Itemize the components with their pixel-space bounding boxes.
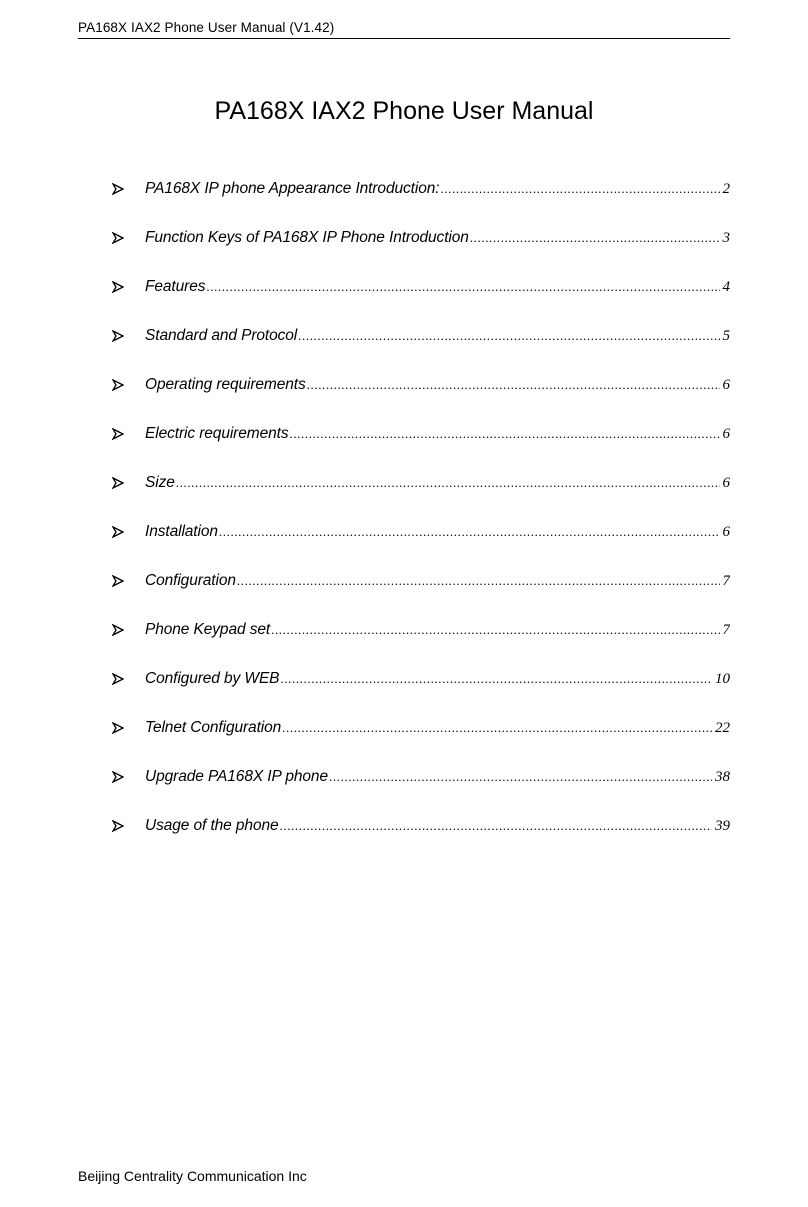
- toc-entry-title: Standard and Protocol: [145, 327, 298, 344]
- toc-entry-line: [145, 570, 730, 592]
- toc-entry-page-number: 6: [722, 426, 730, 442]
- toc-dot-leader: [206, 276, 719, 298]
- toc-entry-line: [145, 374, 730, 396]
- toc-entry[interactable]: [112, 325, 730, 374]
- toc-entry-line: [145, 227, 730, 249]
- toc-entry-page-number: 7: [722, 573, 730, 589]
- running-header-title: PA168X IAX2 Phone User Manual (V1.42): [78, 20, 335, 35]
- toc-dot-leader: [280, 668, 712, 690]
- arrow-bullet-icon: [112, 227, 145, 249]
- toc-dot-leader: [176, 472, 720, 494]
- toc-entry-title: Configuration: [145, 572, 236, 589]
- toc-entry-line: [145, 766, 730, 788]
- toc-entry-page-number: 10: [715, 671, 730, 687]
- toc-entry-page-number: 22: [715, 720, 730, 736]
- toc-dot-leader: [271, 619, 719, 641]
- toc-entry-line: [145, 178, 730, 200]
- toc-dot-leader: [470, 227, 720, 249]
- toc-entry[interactable]: [112, 423, 730, 472]
- toc-entry[interactable]: [112, 815, 730, 864]
- toc-dot-leader: [329, 766, 712, 788]
- toc-entry-page-number: 39: [715, 818, 730, 834]
- running-header: [78, 19, 730, 39]
- toc-entry-title: Upgrade PA168X IP phone: [145, 768, 328, 785]
- toc-entry-line: [145, 276, 730, 298]
- toc-entry-line: [145, 521, 730, 543]
- toc-entry-line: [145, 423, 730, 445]
- toc-entry-page-number: 38: [715, 769, 730, 785]
- footer-company: Beijing Centrality Communication Inc: [78, 1168, 307, 1184]
- table-of-contents: [112, 178, 730, 864]
- toc-entry-title: Features: [145, 278, 206, 295]
- toc-dot-leader: [237, 570, 720, 592]
- toc-entry[interactable]: [112, 374, 730, 423]
- toc-dot-leader: [219, 521, 720, 543]
- toc-entry-title: Configured by WEB: [145, 670, 280, 687]
- toc-entry-title: Size: [145, 474, 175, 491]
- toc-entry-title: Phone Keypad set: [145, 621, 271, 638]
- toc-dot-leader: [282, 717, 712, 739]
- toc-entry-page-number: 6: [722, 377, 730, 393]
- toc-entry-title: Function Keys of PA168X IP Phone Introduction: [145, 229, 469, 246]
- arrow-bullet-icon: [112, 374, 145, 396]
- toc-entry-line: [145, 619, 730, 641]
- toc-entry-title: Operating requirements: [145, 376, 306, 393]
- toc-dot-leader: [280, 815, 713, 837]
- arrow-bullet-icon: [112, 423, 145, 445]
- arrow-bullet-icon: [112, 521, 145, 543]
- page-footer: [78, 1167, 307, 1185]
- toc-dot-leader: [289, 423, 719, 445]
- toc-entry[interactable]: [112, 619, 730, 668]
- toc-entry-title: Usage of the phone: [145, 817, 279, 834]
- toc-entry-title: PA168X IP phone Appearance Introduction:: [145, 180, 440, 197]
- arrow-bullet-icon: [112, 619, 145, 641]
- arrow-bullet-icon: [112, 766, 145, 788]
- toc-entry-page-number: 4: [722, 279, 730, 295]
- arrow-bullet-icon: [112, 668, 145, 690]
- toc-entry-page-number: 3: [722, 230, 730, 246]
- toc-entry[interactable]: [112, 570, 730, 619]
- toc-entry-page-number: 6: [722, 475, 730, 491]
- toc-entry-line: [145, 815, 730, 837]
- toc-entry[interactable]: [112, 521, 730, 570]
- toc-entry-line: [145, 325, 730, 347]
- toc-entry[interactable]: [112, 717, 730, 766]
- toc-entry-title: Telnet Configuration: [145, 719, 282, 736]
- toc-entry[interactable]: [112, 766, 730, 815]
- arrow-bullet-icon: [112, 472, 145, 494]
- arrow-bullet-icon: [112, 570, 145, 592]
- toc-entry-page-number: 2: [722, 181, 730, 197]
- toc-dot-leader: [440, 178, 719, 200]
- toc-entry-title: Installation: [145, 523, 218, 540]
- document-title: PA168X IAX2 Phone User Manual: [214, 97, 594, 125]
- toc-dot-leader: [298, 325, 719, 347]
- toc-entry[interactable]: [112, 472, 730, 521]
- toc-entry-page-number: 7: [722, 622, 730, 638]
- toc-entry-line: [145, 717, 730, 739]
- arrow-bullet-icon: [112, 276, 145, 298]
- arrow-bullet-icon: [112, 717, 145, 739]
- toc-dot-leader: [307, 374, 720, 396]
- arrow-bullet-icon: [112, 325, 145, 347]
- toc-entry-page-number: 5: [722, 328, 730, 344]
- toc-entry-line: [145, 668, 730, 690]
- toc-entry-title: Electric requirements: [145, 425, 289, 442]
- toc-entry[interactable]: [112, 178, 730, 227]
- toc-entry[interactable]: [112, 276, 730, 325]
- toc-entry[interactable]: [112, 668, 730, 717]
- toc-entry-line: [145, 472, 730, 494]
- toc-entry[interactable]: [112, 227, 730, 276]
- toc-entry-page-number: 6: [722, 524, 730, 540]
- arrow-bullet-icon: [112, 178, 145, 200]
- arrow-bullet-icon: [112, 815, 145, 837]
